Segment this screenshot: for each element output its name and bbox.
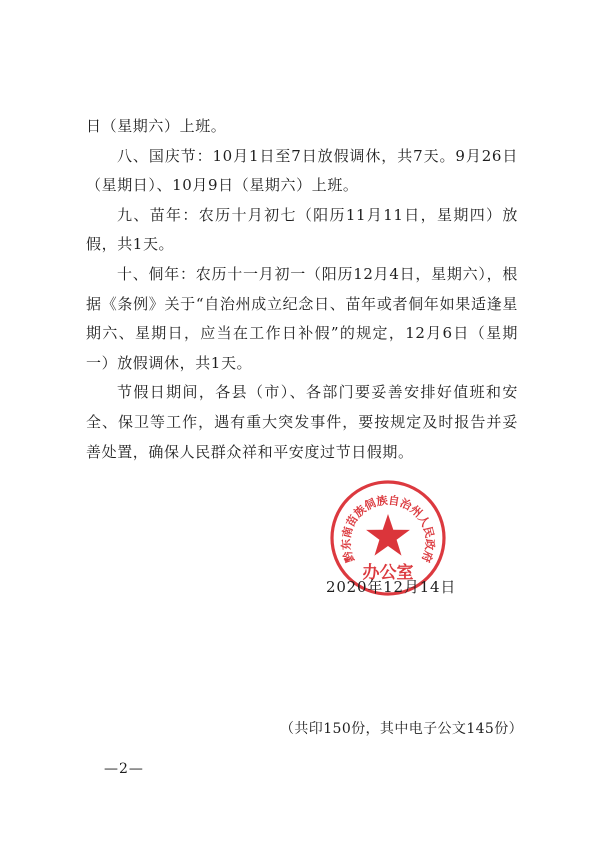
paragraph-continuation: 日（星期六）上班。	[86, 117, 227, 135]
paragraph-national-day: 八、国庆节：10月1日至7日放假调休，共7天。9月26日（星期日）、10月9日（星期六）上班。	[86, 146, 518, 195]
seal-ring-text: 黔东南苗族侗族自治州人民政府	[339, 493, 437, 565]
page-number: —2—	[104, 761, 144, 777]
seal-star-icon	[366, 514, 410, 556]
paragraph-holiday-duty: 节假日期间，各县（市）、各部门要妥善安排好值班和安全、保卫等工作，遇有重大突发事件，要按规定及时报告并妥善处置，确保人民群众祥和平安度过节日假期。	[86, 383, 518, 461]
seal-center-text: 办公室	[362, 563, 414, 583]
paragraph-miao-new-year: 九、苗年：农历十月初七（阳历11月11日，星期四）放假，共1天。	[86, 205, 518, 254]
paragraph-dong-new-year: 十、侗年：农历十一月初一（阳历12月4日，星期六），根据《条例》关于“自治州成立纪念日、苗年或者侗年如果适逢星期六、星期日，应当在工作日补假”的规定，12月6日（星期一）放假调休，共1天。	[86, 264, 518, 372]
print-note: （共印150份，其中电子公文145份）	[280, 721, 524, 737]
document-date: 2020年12月14日	[326, 578, 457, 596]
document-body	[86, 112, 518, 467]
